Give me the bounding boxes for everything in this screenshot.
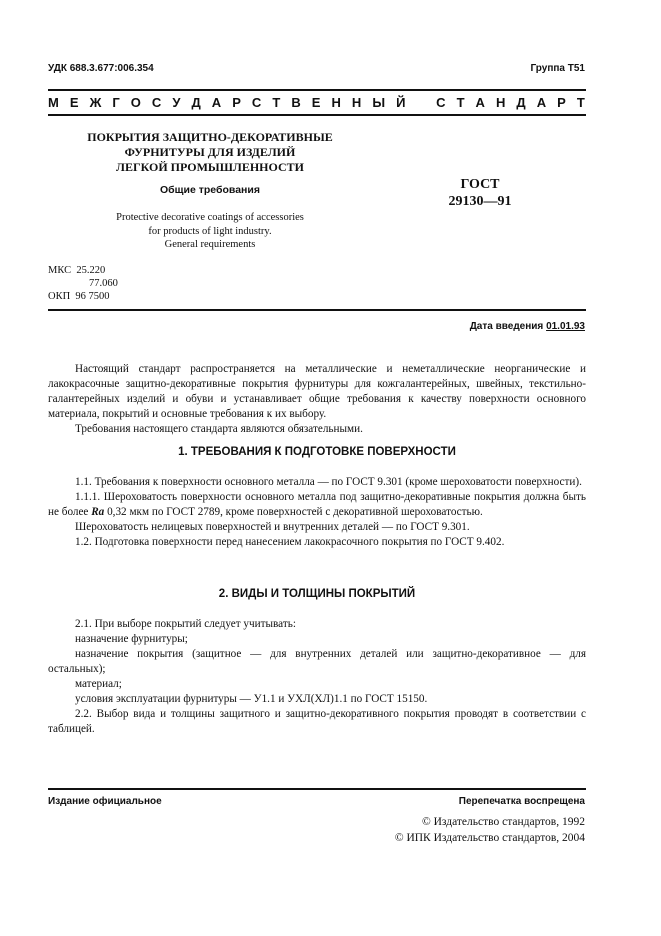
list-item: назначение покрытия (защитное — для внутренних деталей или защитно-декоративное — для остальных); — [48, 648, 586, 675]
paragraph: Требования настоящего стандарта являются обязательными. — [75, 423, 363, 435]
top-rule — [48, 89, 586, 91]
group-code: Группа Т51 — [530, 63, 585, 74]
official-edition: Издание официальное — [48, 796, 162, 807]
title-en-line: General requirements — [164, 239, 256, 250]
footer-rule — [48, 788, 586, 790]
copyright — [395, 814, 585, 846]
paragraph: 2.2. Выбор вида и толщины защитного и защитно-декоративного покрытия проводят в соответствии с таблицей. — [48, 708, 586, 735]
paragraph: Настоящий стандарт распространяется на металлические и неметаллические неорганические и лакокрасочные защитно-декоративные покрытия фурнитуры для кожгалантерейных, швейных, текстильно-галантерейных изделий и обуви и устанавливает общие требования к качеству поверхности основного материала, покрытий и основные требования к их выбору. — [48, 363, 586, 420]
gost-designation — [430, 176, 530, 210]
title-line: ЛЕГКОЙ ПРОМЫШЛЕННОСТИ — [116, 160, 304, 174]
mks-label: МКС — [48, 265, 72, 276]
title-ru — [80, 130, 340, 175]
paragraph: 1.1. Требования к поверхности основного металла — по ГОСТ 9.301 (кроме шероховатости поверхности). — [75, 476, 582, 488]
subtitle: Общие требования — [160, 184, 260, 196]
list-item: назначение фурнитуры; — [75, 633, 188, 645]
title-en — [80, 211, 340, 252]
copyright-line: © ИПК Издательство стандартов, 2004 — [394, 832, 585, 844]
list-item: материал; — [75, 678, 122, 690]
gost-number: 29130—91 — [448, 194, 512, 209]
copyright-line: © Издательство стандартов, 1992 — [421, 816, 585, 828]
title-en-line: for products of light industry. — [148, 225, 272, 237]
okp-label: ОКП — [48, 291, 71, 302]
reprint-notice: Перепечатка воспрещена — [458, 796, 585, 807]
intro-date — [470, 321, 585, 332]
title-line: ФУРНИТУРЫ ДЛЯ ИЗДЕЛИЙ — [124, 145, 296, 159]
intro-text — [48, 362, 586, 437]
section-heading: 2. ВИДЫ И ТОЛЩИНЫ ПОКРЫТИЙ — [218, 588, 416, 600]
okp-value: 96 7500 — [75, 291, 110, 302]
roughness-symbol: Ra — [91, 506, 105, 518]
section2-body — [48, 617, 586, 737]
list-item: условия эксплуатации фурнитуры — У1.1 и УХЛ(ХЛ)1.1 по ГОСТ 15150. — [75, 693, 428, 705]
mks-value: 25.220 — [76, 265, 106, 276]
paragraph: 2.1. При выборе покрытий следует учитывать: — [75, 618, 296, 630]
intro-date-label: Дата введения — [469, 321, 544, 332]
title-en-line: Protective decorative coatings of accessories — [116, 212, 304, 223]
paragraph: 1.1.1. Шероховатость поверхности основного металла под защитно-декоративные покрытия должна быть не более Ra 0,32 мкм по ГОСТ 2789, кроме поверхностей с декоративной шероховатостью. — [48, 491, 586, 518]
title-line: ПОКРЫТИЯ ЗАЩИТНО-ДЕКОРАТИВНЫЕ — [87, 130, 333, 144]
udk-code: УДК 688.3.677:006.354 — [48, 63, 154, 74]
section1-body — [48, 475, 586, 550]
paragraph: 1.2. Подготовка поверхности перед нанесением лакокрасочного покрытия по ГОСТ 9.402. — [75, 536, 505, 548]
section-heading: 1. ТРЕБОВАНИЯ К ПОДГОТОВКЕ ПОВЕРХНОСТИ — [178, 446, 456, 458]
intro-date-value: 01.01.93 — [546, 321, 585, 332]
paragraph: Шероховатость нелицевых поверхностей и внутренних деталей — по ГОСТ 9.301. — [75, 521, 470, 533]
rule-under-type — [48, 114, 586, 116]
gost-label: ГОСТ — [460, 177, 500, 192]
classification-codes — [48, 264, 118, 303]
rule-under-codes — [48, 309, 586, 311]
mks-value: 77.060 — [89, 278, 118, 289]
standard-type: М Е Ж Г О С У Д А Р С Т В Е Н Н Ы Й С Т А Н Д А Р Т — [48, 95, 586, 110]
